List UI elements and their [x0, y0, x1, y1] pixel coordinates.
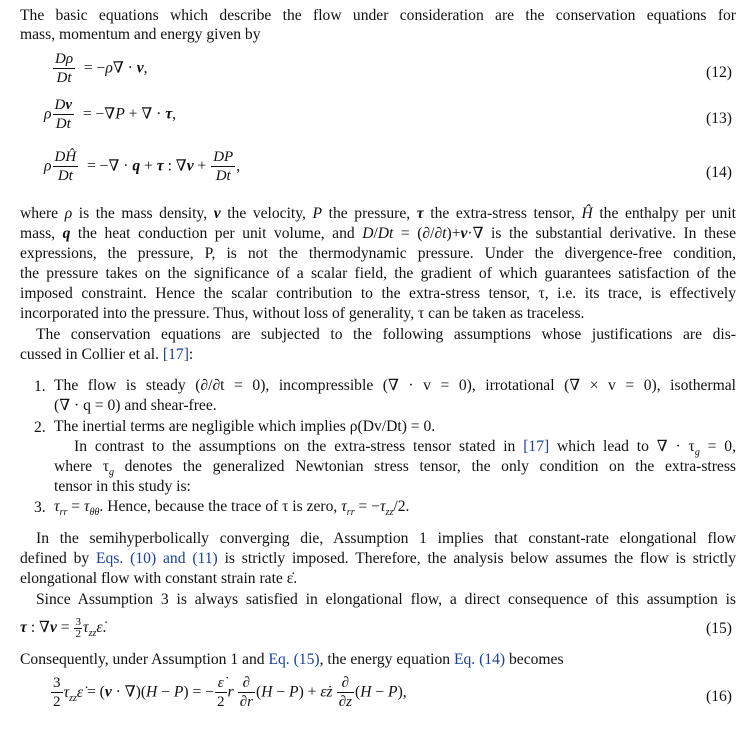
- equation-12-number: (12): [706, 64, 732, 81]
- paragraph-1-line-2: mass, momentum and energy given by: [20, 26, 261, 43]
- paragraph-2-line-3: expressions, the pressure, P, is not the thermodynamic pressure. Under the divergence-free condition,: [20, 245, 736, 262]
- paragraph-6-line-1: Consequently, under Assumption 1 and Eq. (15), the energy equation Eq. (14) becomes: [20, 651, 564, 668]
- list-item-1-number: 1.: [34, 378, 46, 395]
- paragraph-2-line-2: mass, q the heat conduction per unit volume, and D/Dt = (∂/∂t)+v·∇ is the substantial derivative. In these: [20, 225, 737, 242]
- paragraph-3-line-1: The conservation equations are subjected to the following assumptions whose justifications are dis-: [36, 326, 736, 343]
- equation-link-15[interactable]: Eq. (15): [268, 651, 320, 668]
- paragraph-1-line-1: The basic equations which describe the flow under consideration are the conservation equations for: [20, 7, 736, 24]
- equation-14-number: (14): [706, 164, 732, 181]
- list-item-2-number: 2.: [34, 419, 46, 436]
- paragraph-2-line-1: where ρ is the mass density, v the velocity, P the pressure, τ the extra-stress tensor, Ĥ the enthalpy per unit: [20, 205, 736, 222]
- equation-16-number: (16): [706, 688, 732, 705]
- list-item-3-line-1: $\tau_{rr} = \tau_{\theta\theta}$. Hence, because the trace of τ is zero, $\tau_{rr} = -\tau_{zz}/2$.: [54, 498, 410, 519]
- paragraph-4-line-3: elongational flow with constant strain rate ε̇.: [20, 570, 298, 587]
- equation-13-number: (13): [706, 110, 732, 127]
- paragraph-4-line-2: defined by Eqs. (10) and (11) is strictly imposed. Therefore, the analysis below assumes the flow is strictly: [20, 550, 736, 567]
- equation-15-number: (15): [706, 620, 732, 637]
- paragraph-2-line-4: the pressure takes on the significance of a scalar field, the gradient of which guarantees satisfaction of the: [20, 265, 736, 282]
- citation-link-17[interactable]: [17]: [162, 346, 189, 363]
- list-item-2-line-2: In contrast to the assumptions on the extra-stress tensor stated in [17] which lead to ∇ · $\tau_g = 0$,: [74, 438, 736, 459]
- paragraph-5-line-1: Since Assumption 3 is always satisfied in elongational flow, a direct consequence of this assumption is: [36, 591, 736, 608]
- list-item-2-line-3: where $\tau_g$ denotes the generalized Newtonian stress tensor, the only condition on the extra-stress: [54, 458, 736, 479]
- list-item-2-line-4: tensor in this study is:: [54, 478, 191, 495]
- list-item-1-line-1: The flow is steady (∂/∂t = 0), incompressible (∇ · v = 0), irrotational (∇ × v = 0), isothermal: [54, 377, 736, 394]
- citation-link-17b[interactable]: [17]: [523, 438, 550, 455]
- equation-link-10-11[interactable]: Eqs. (10) and (11): [96, 550, 218, 567]
- paragraph-2-line-5: imposed constraint. Hence the scalar contribution to the extra-stress tensor, τ, i.e. its trace, is effectively: [20, 285, 736, 302]
- paragraph-2-line-6: incorporated into the pressure. Thus, without loss of generality, τ can be taken as traceless.: [20, 305, 585, 322]
- paragraph-4-line-1: In the semihyperbolically converging die, Assumption 1 implies that constant-rate elongational flow: [36, 530, 736, 547]
- equation-link-14[interactable]: Eq. (14): [453, 651, 506, 668]
- list-item-2-line-1: The inertial terms are negligible which implies ρ(Dv/Dt) = 0.: [54, 418, 436, 435]
- list-item-3-number: 3.: [34, 499, 46, 516]
- paragraph-3-line-2: cussed in Collier et al. [17]:: [20, 346, 194, 363]
- list-item-1-line-2: (∇ · q = 0) and shear-free.: [54, 397, 217, 414]
